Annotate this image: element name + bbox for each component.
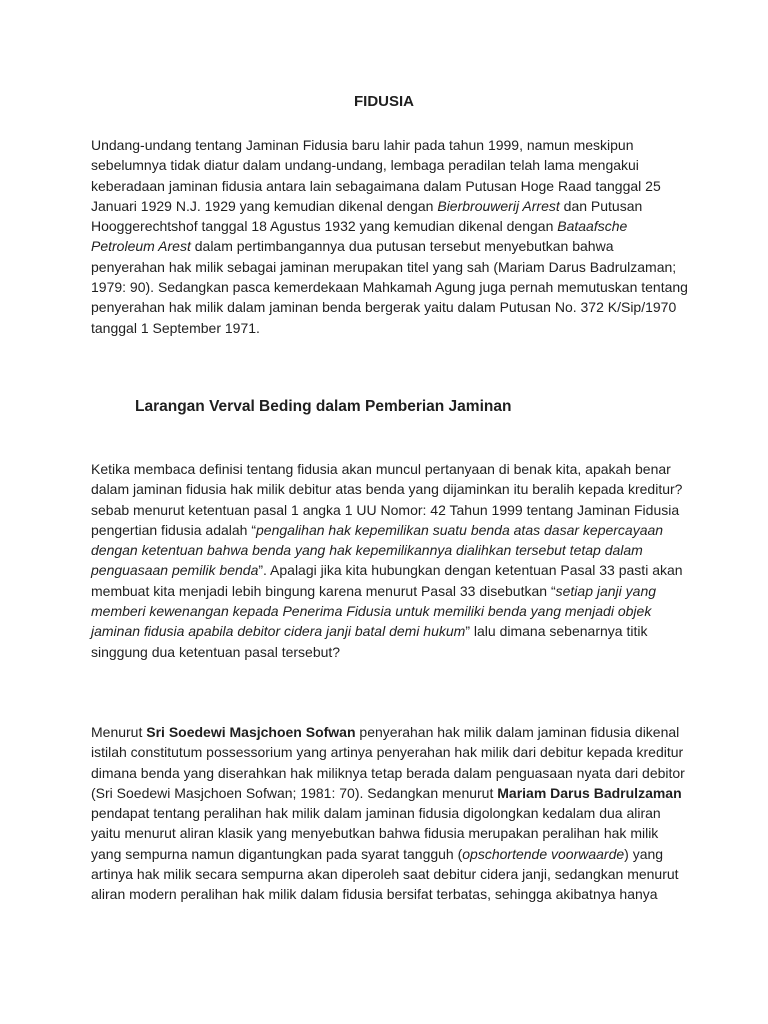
- paragraph-2: [91, 459, 691, 662]
- paragraph-2-italic-2: setiap janji yang memberi kewenangan kepada Penerima Fidusia untuk memiliki benda yang menjadi objek jaminan fidusia apabila debitor cidera janji batal demi hukum: [91, 582, 657, 640]
- paragraph-3-text-4: ) yang artinya hak milik secara sempurna akan diperoleh saat debitur cidera janji, sedangkan menurut aliran modern peralihan hak milik dalam fidusia bersifat terbatas, sehingga akibatnya hanya: [91, 845, 679, 903]
- paragraph-2-text-3: ” lalu dimana sebenarnya titik singgung dua ketentuan pasal tersebut?: [91, 623, 648, 660]
- paragraph-3-text-3: pendapat tentang peralihan hak milik dalam jaminan fidusia digolongkan kedalam dua aliran yaitu menurut aliran klasik yang menyebutkan bahwa fidusia merupakan peralihan hak milik yang sempurna namun digantungkan pada syarat tangguh (: [91, 805, 661, 862]
- paragraph-1: [91, 135, 691, 338]
- paragraph-2-text-2: ”. Apalagi jika kita hubungkan dengan ketentuan Pasal 33 pasti akan membuat kita menjadi lebih bingung karena menurut Pasal 33 disebutkan “: [91, 562, 683, 599]
- section-heading: Larangan Verval Beding dalam Pemberian Jaminan: [135, 398, 512, 415]
- paragraph-2-text-1: Ketika membaca definisi tentang fidusia akan muncul pertanyaan di benak kita, apakah benar dalam jaminan fidusia hak milik debitur atas benda yang dijaminkan itu beralih kepada kreditur? sebab menurut ketentuan pasal 1 angka 1 UU Nomor: 42 Tahun 1999 tentang Jaminan Fidusia pengertian fidusia adalah “: [91, 461, 683, 538]
- paragraph-2-italic-1: pengalihan hak kepemilikan suatu benda atas dasar kepercayaan dengan ketentuan bahwa benda yang hak kepemilikannya dialihkan tersebut tetap dalam penguasaan pemilik benda: [91, 521, 664, 579]
- paragraph-3-text-2: penyerahan hak milik dalam jaminan fidusia dikenal istilah constitutum possessorium yang artinya penyerahan hak milik dari debitur kepada kreditur dimana benda yang diserahkan hak miliknya tetap berada dalam penguasaan nyata dari debitor (Sri Soedewi Masjchoen Sofwan; 1981: 70). Sedangkan menurut: [91, 724, 685, 801]
- paragraph-3-bold-2: Mariam Darus Badrulzaman: [497, 784, 682, 801]
- paragraph-1-italic-2: Bataafsche Petroleum Arest: [91, 218, 628, 255]
- paragraph-3-italic-1: opschortende voorwaarde: [462, 845, 625, 862]
- paragraph-1-text-3: dalam pertimbangannya dua putusan tersebut menyebutkan bahwa penyerahan hak milik sebagai jaminan merupakan titel yang sah (Mariam Darus Badrulzaman; 1979: 90). Sedangkan pasca kemerdekaan Mahkamah Agung juga pernah memutuskan tentang penyerahan hak milik dalam jaminan benda bergerak yaitu dalam Putusan No. 372 K/Sip/1970 tanggal 1 September 1971.: [91, 238, 688, 336]
- document-title: FIDUSIA: [354, 93, 414, 110]
- paragraph-1-italic-1: Bierbrouwerij Arrest: [437, 197, 560, 214]
- paragraph-3-text-1: Menurut: [91, 724, 147, 740]
- paragraph-3: [91, 722, 691, 905]
- paragraph-1-text-1: Undang-undang tentang Jaminan Fidusia baru lahir pada tahun 1999, namun meskipun sebelumnya tidak diatur dalam undang-undang, lembaga peradilan telah lama mengakui keberadaan jaminan fidusia antara lain sebagaimana dalam Putusan Hoge Raad tanggal 25 Januari 1929 N.J. 1929 yang kemudian dikenal dengan: [91, 137, 661, 214]
- paragraph-1-text-2: dan Putusan Hooggerechtshof tanggal 18 Agustus 1932 yang kemudian dikenal dengan: [91, 197, 643, 235]
- paragraph-3-bold-1: Sri Soedewi Masjchoen Sofwan: [146, 724, 356, 740]
